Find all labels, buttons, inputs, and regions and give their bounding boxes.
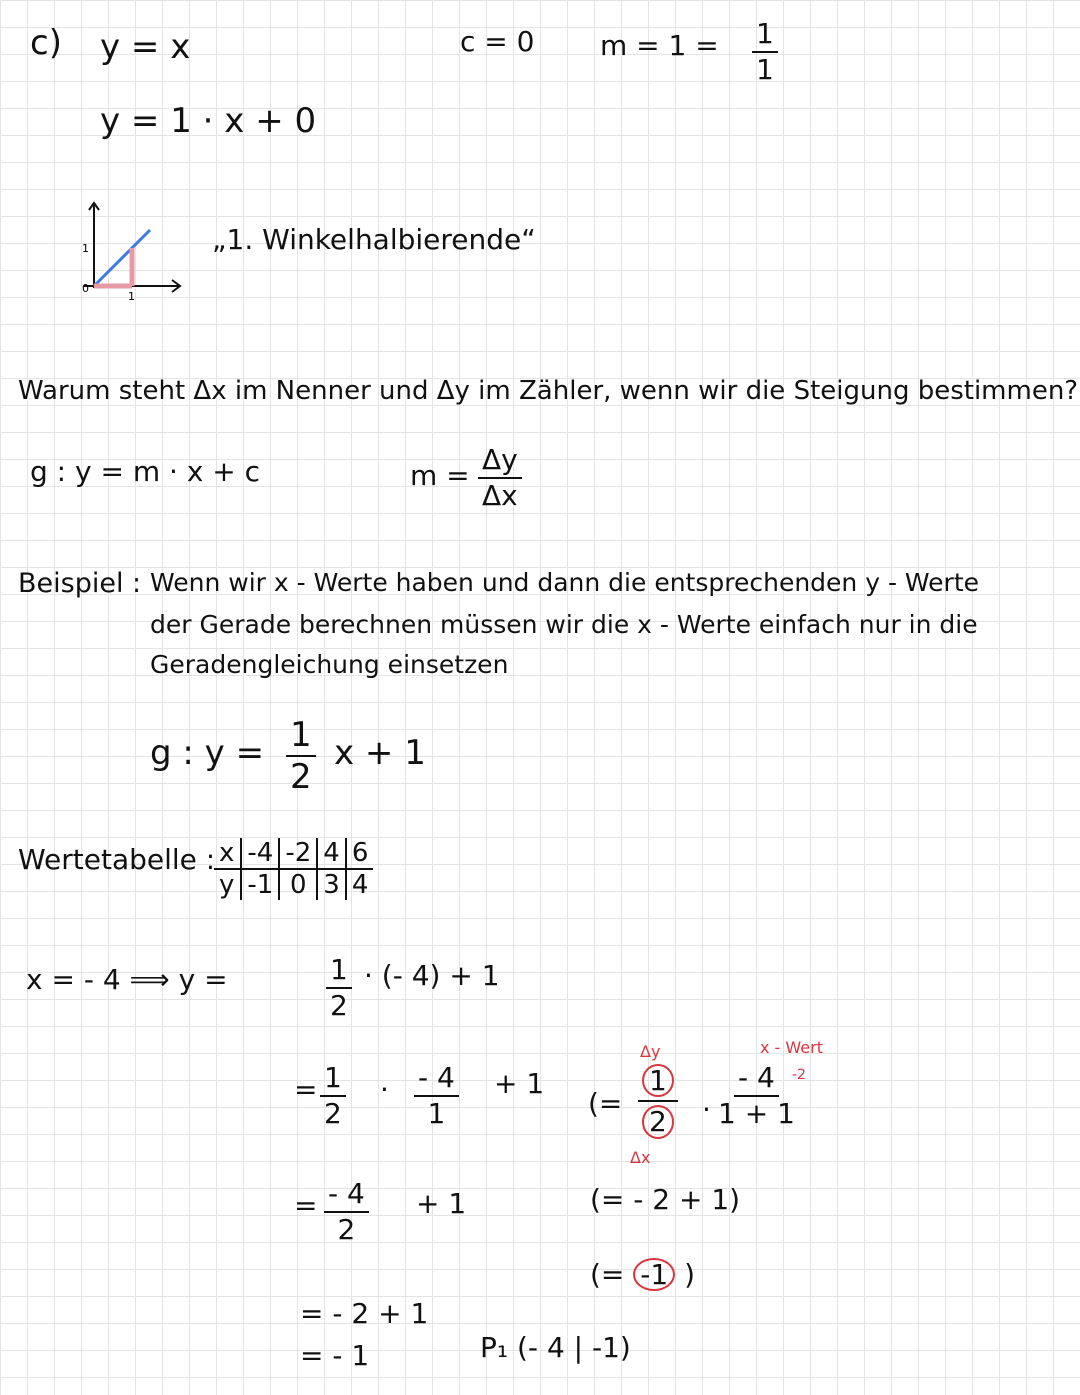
table-cell-y: 0 xyxy=(279,869,317,900)
example-equation-prefix: g : y = xyxy=(150,733,265,773)
slope-label: m = xyxy=(410,459,470,492)
calc-step2-numerator-1: 1 xyxy=(320,1064,346,1097)
origin-label: 0 xyxy=(82,282,89,295)
calc-step3-equals: = xyxy=(294,1189,318,1222)
equation-expanded: y = 1 · x + 0 xyxy=(100,101,317,141)
table-cell-x: -2 xyxy=(279,838,317,869)
example-equation-slope xyxy=(286,715,316,797)
note-3-circled-result: -1 xyxy=(633,1258,675,1291)
example-slope-numerator: 1 xyxy=(286,718,316,757)
table-cell-y: 3 xyxy=(317,869,346,900)
note-numerator-2: - 4 xyxy=(734,1064,779,1097)
note-3 xyxy=(590,1258,695,1291)
calc-step2-equals: = xyxy=(294,1073,318,1106)
calc-start: x = - 4 ⟹ y = xyxy=(26,963,228,996)
section-label: c) xyxy=(30,23,62,63)
table-cell-x: 6 xyxy=(346,838,374,869)
calc-step2-rest: + 1 xyxy=(494,1067,545,1100)
note-3-close: ) xyxy=(684,1258,696,1291)
note-dot: · xyxy=(702,1093,711,1126)
table-cell-y: -1 xyxy=(241,869,279,900)
slope-numerator: 1 xyxy=(752,20,778,53)
delta-x: Δx xyxy=(482,479,518,512)
delta-y: Δy xyxy=(478,446,522,479)
calc-step5: = - 1 xyxy=(300,1339,370,1372)
note-2: (= - 2 + 1) xyxy=(590,1183,741,1216)
slope-definition-fraction xyxy=(478,443,522,512)
example-line-3: Geradengleichung einsetzen xyxy=(150,650,509,679)
note-numerator-1-circled: 1 xyxy=(642,1064,674,1097)
tick-label-y: 1 xyxy=(82,242,89,255)
example-slope-denominator: 2 xyxy=(290,757,312,797)
bisector-name: „1. Winkelhalbierende“ xyxy=(212,223,536,256)
example-line-1: Wenn wir x - Werte haben und dann die entsprechenden y - Werte xyxy=(150,568,980,597)
slope-denominator: 1 xyxy=(756,53,774,86)
bisector-line xyxy=(94,230,150,286)
equation-y-equals-x: y = x xyxy=(100,27,191,67)
note-denominator-2: 1 + 1 xyxy=(718,1097,795,1130)
table-header-y: y xyxy=(219,870,235,900)
point-result: P₁ (- 4 | -1) xyxy=(480,1331,631,1364)
calc-step2-numerator-2: - 4 xyxy=(414,1064,459,1097)
note-numerator-1 xyxy=(638,1064,678,1102)
table-cell-x: 4 xyxy=(317,838,346,869)
note-cancel-result: -2 xyxy=(792,1067,806,1083)
question-text: Warum steht Δx im Nenner und Δy im Zähler, wenn wir die Steigung bestimmen? xyxy=(18,376,1079,406)
note-denominator-1-circled: 2 xyxy=(642,1105,674,1138)
note-delta-y: Δy xyxy=(640,1042,661,1061)
tick-label-x: 1 xyxy=(128,290,135,300)
table-cell-x: -4 xyxy=(241,838,279,869)
note-x-value: x - Wert xyxy=(760,1038,823,1057)
table-header-x: x xyxy=(214,838,241,869)
table-cell-y: 4 xyxy=(346,869,374,900)
value-table-label: Wertetabelle : xyxy=(18,843,216,876)
calc-step4: = - 2 + 1 xyxy=(300,1297,429,1330)
general-equation: g : y = m · x + c xyxy=(30,455,261,488)
calc-step1-fraction xyxy=(326,953,352,1022)
calc-step1-numerator: 1 xyxy=(326,956,352,989)
calc-step3-numerator: - 4 xyxy=(324,1180,369,1213)
calc-step1-rest: · (- 4) + 1 xyxy=(364,959,500,992)
note-denominator-1 xyxy=(642,1102,674,1138)
calc-step3-fraction xyxy=(324,1177,369,1246)
calc-step2-denominator-1: 2 xyxy=(324,1097,342,1130)
calc-step2-dot: · xyxy=(380,1073,389,1106)
calc-step2-denominator-2: 1 xyxy=(427,1097,446,1130)
angle-bisector-diagram xyxy=(70,200,190,300)
note-fraction-2 xyxy=(718,1061,795,1130)
intercept-value: c = 0 xyxy=(460,25,535,58)
example-line-2: der Gerade berechnen müssen wir die x - Werte einfach nur in die xyxy=(150,610,978,639)
calc-step2-fraction-2 xyxy=(414,1061,459,1130)
calc-step2-fraction-1 xyxy=(320,1061,346,1130)
example-label: Beispiel : xyxy=(18,568,142,599)
example-equation-suffix: x + 1 xyxy=(334,733,426,773)
note-3-open: (= xyxy=(590,1258,625,1291)
value-table xyxy=(214,838,373,900)
calc-step3-rest: + 1 xyxy=(416,1187,467,1220)
slope-value: m = 1 = xyxy=(600,29,719,62)
slope-fraction xyxy=(752,17,778,86)
note-delta-x: Δx xyxy=(630,1148,651,1167)
calc-step3-denominator: 2 xyxy=(337,1213,356,1246)
note-fraction-1 xyxy=(638,1064,678,1139)
note-open: (= xyxy=(588,1087,623,1120)
calc-step1-denominator: 2 xyxy=(330,989,348,1022)
